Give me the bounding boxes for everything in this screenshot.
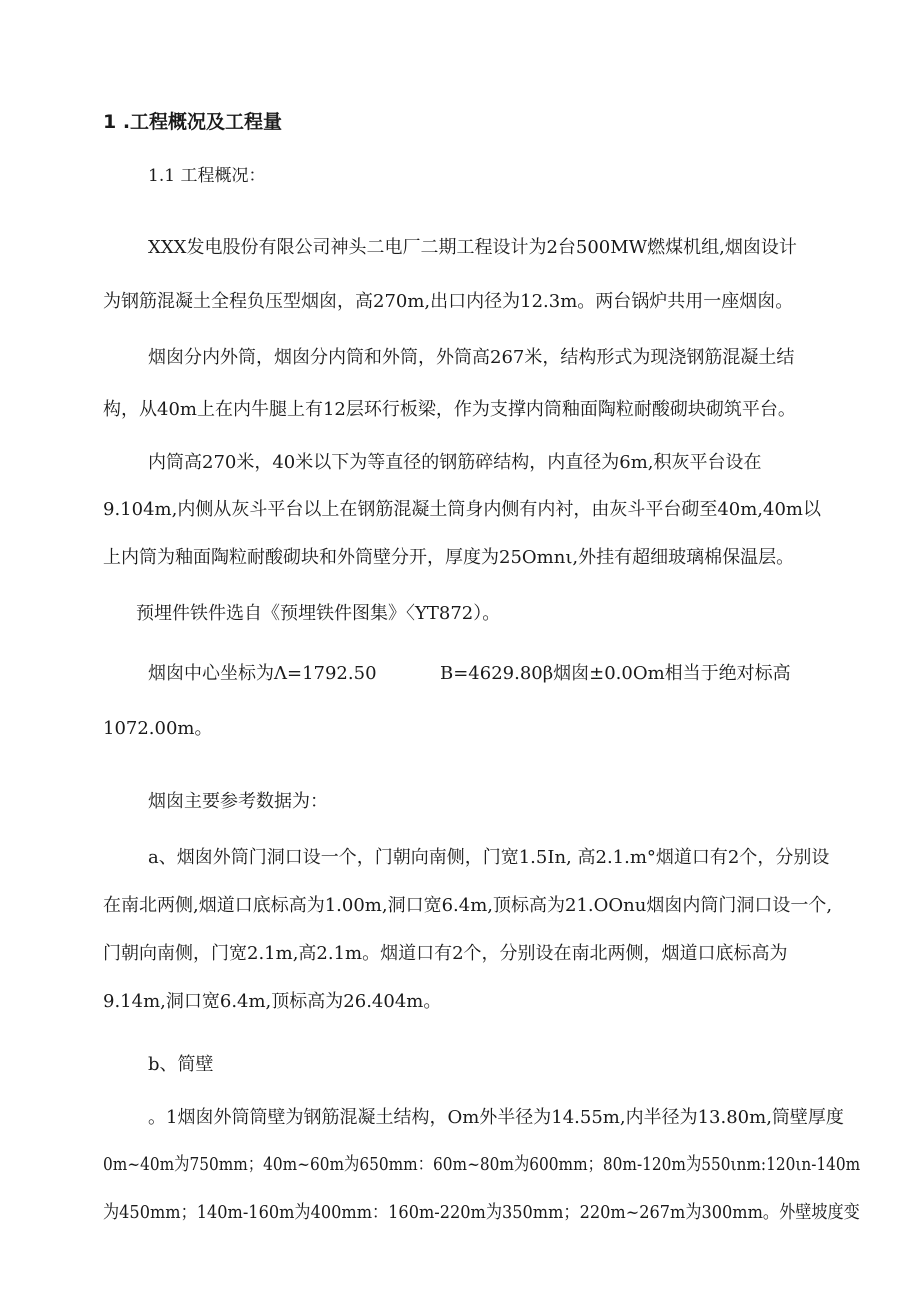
paragraph-3-line-3: 上内筒为釉面陶粒耐酸砌块和外筒壁分开，厚度为25Omnι,外挂有超细玻璃棉保温层。	[103, 547, 795, 568]
paragraph-5-line-1a: 烟囱中心坐标为Λ=1792.50	[148, 663, 377, 684]
paragraph-5-line-1b: B=4629.80β烟囱±0.0Om相当于绝对标高	[440, 663, 791, 684]
paragraph-9-line-2: 0m~40m为750mm；40m~60m为650mm：60m~80m为600mm；80m-120m为550ιnm:120ιn-140m	[103, 1154, 861, 1175]
paragraph-8: b、简壁	[148, 1054, 214, 1075]
paragraph-6: 烟囱主要参考数据为：	[148, 791, 328, 812]
paragraph-7-line-4: 9.14m,洞口宽6.4m,顶标高为26.404m。	[103, 991, 442, 1012]
paragraph-2-line-1: 烟囱分内外筒，烟囱分内筒和外筒，外筒高267米，结构形式为现浇钢筋混凝土结	[148, 347, 795, 368]
paragraph-7-line-2: 在南北两侧,烟道口底标高为1.00m,洞口宽6.4m,顶标高为21.OOnu烟囱内筒门洞口设一个,	[103, 895, 833, 916]
paragraph-9-line-1: 。1烟囱外筒筒壁为钢筋混凝土结构，Om外半径为14.55m,内半径为13.80m,筒壁厚度	[148, 1107, 844, 1128]
paragraph-9-line-3: 为450mm；140m-160m为400mm：160m-220m为350mm；220m~267m为300mm。外壁坡度变	[103, 1202, 860, 1223]
paragraph-7-line-3: 门朝向南侧，门宽2.1m,高2.1m。烟道口有2个，分别设在南北两侧，烟道口底标高为	[103, 943, 788, 964]
paragraph-3-line-1: 内筒高270米，40米以下为等直径的钢筋碎结构，内直径为6m,积灰平台设在	[148, 452, 762, 473]
subsection-heading: 1.1 工程概况：	[148, 166, 266, 186]
paragraph-7-line-1: a、烟囱外筒门洞口设一个，门朝向南侧，门宽1.5In, 高2.1.m°烟道口有2个，分别设	[148, 847, 830, 868]
paragraph-4: 预埋件铁件选自《预埋铁件图集》〈YT872）。	[136, 603, 501, 624]
paragraph-2-line-2: 构，从40m上在内牛腿上有12层环行板梁，作为支撑内筒釉面陶粒耐酸砌块砌筑平台。	[103, 399, 796, 420]
paragraph-5-line-2: 1072.00m。	[103, 718, 213, 739]
section-heading: 1 .工程概况及工程量	[103, 111, 283, 133]
paragraph-1-line-1: XXX发电股份有限公司神头二电厂二期工程设计为2台500MW燃煤机组,烟囱设计	[148, 237, 797, 258]
paragraph-3-line-2: 9.104m,内侧从灰斗平台以上在钢筋混凝土筒身内侧有内衬，由灰斗平台砌至40m,40m以	[103, 499, 821, 520]
paragraph-1-line-2: 为钢筋混凝土全程负压型烟囱，高270m,出口内径为12.3m。两台锅炉共用一座烟囱。	[103, 291, 794, 312]
